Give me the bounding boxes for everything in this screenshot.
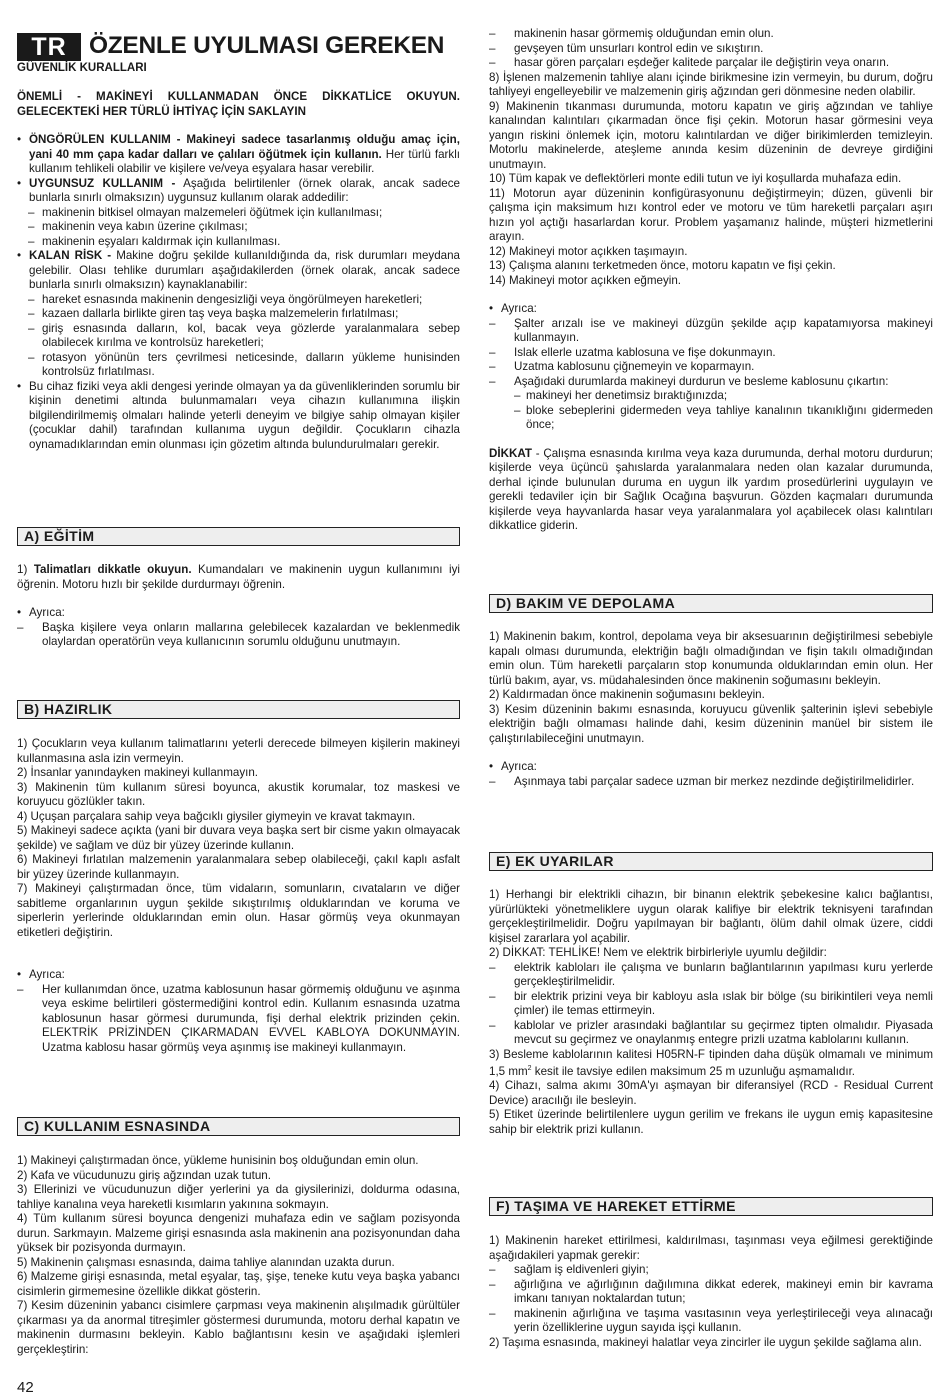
list-item: 2) DİKKAT: TEHLİKE! Nem ve elektrik birbirleriyle uyumlu değildir: [489, 946, 827, 959]
list-item: – elektrik kabloları ile çalışma ve bunların bağlantılarının yapılması kuru yerlerde gerçekleştirilmelidir. [489, 961, 933, 990]
list-item: – rotasyon yönünün ters çevrilmesi neticesinde, dalların yükleme hunisinden kontrolsüz fırlatılması. [17, 351, 460, 380]
section-a-item [17, 563, 460, 592]
residual-risk [17, 249, 460, 293]
section-c-body-left [17, 1154, 460, 1357]
list-item: – Aşınmaya tabi parçalar sadece uzman bir merkez nezdinde değiştirilmelidirler. [489, 775, 933, 790]
list-item: 1) Makineyi çalıştırmadan önce, yükleme hunisinin boş olduğundan emin olun. [17, 1154, 419, 1167]
list-item: 7) Makineyi çalıştırmadan önce, tüm vidaların, somunların, cıvataların ve diğer sabitleme organlarının uygun şekilde sıkıştırılmış olduklarından ve koruma ve siperlerin yerlerinde olduklarından emin olun. Hasar görmüş veya okunmayan etiketleri değiştirin. [17, 882, 460, 939]
list-item: 1) Makinenin hareket ettirilmesi, kaldırılması, taşınması veya eğilmesi gerektiğinde aşağıdakileri yapmak gerekir: [489, 1234, 933, 1262]
list-item [489, 1048, 933, 1080]
list-item: 3) Makinenin tüm kullanım süresi boyunca, akustik korumalar, toz maskesi ve koruyucu gözlükler takın. [17, 780, 460, 808]
improper-use-text: Aşağıda belirtilenler (örnek olarak, ancak sadece bunlarla sınırlı olmaksızın) uygunsuz kullanım olarak addedilir: [29, 176, 460, 204]
warning-paragraph [489, 447, 933, 534]
page-title: ÖZENLE UYULMASI GEREKEN [89, 32, 445, 59]
list-item: – Şalter arızalı ise ve makineyi düzgün şekilde açıp kapatamıyorsa makineyi kullanmayın. [489, 317, 933, 346]
list-item: – makinenin veya kabın üzerine çıkılması; [17, 220, 460, 235]
list-item: 4) Uçuşan parçalara sahip veya bağcıklı giysiler giymeyin ve kravat takmayın. [17, 809, 416, 823]
list-item: – hareket esnasında makinenin dengesizliği veya öngörülmeyen hareketleri; [17, 293, 460, 308]
list-item: – makinenin hasar görmemiş olduğundan emin olun. [489, 27, 933, 42]
list-item: 2) Taşıma esnasında, makineyi halatlar veya zincirler ile uygun şekilde sağlama alın. [489, 1335, 922, 1349]
intended-use [17, 133, 460, 177]
list-item: 13) Çalışma alanını terketmeden önce, motoru kapatın ve fişi çekin. [489, 259, 836, 272]
list-item: 2) Kafa ve vücudunuzu giriş ağzından uzak tutun. [17, 1168, 271, 1182]
improper-use [17, 177, 460, 206]
list-item: 2) Kaldırmadan önce makinenin soğumasını bekleyin. [489, 688, 765, 701]
list-item: 10) Tüm kapak ve deflektörleri monte edili tutun ve iyi koşullarda muhafaza edin. [489, 172, 902, 185]
list-item: – gevşeyen tüm unsurları kontrol edin ve sıkıştırın. [489, 42, 933, 57]
page-subtitle: GÜVENLİK KURALLARI [17, 62, 147, 74]
section-d-heading: D) BAKIM VE DEPOLAMA [489, 594, 933, 613]
section-b-body [17, 737, 460, 1055]
list-item: – sağlam iş eldivenleri giyin; [489, 1263, 933, 1278]
language-badge: TR [17, 33, 81, 61]
list-item: 1) Herhangi bir elektrikli cihazın, bir binanın elektrik şebekesine kalıcı bağlantısı, yürürlükteki yönetmeliklere uygun olarak kalifiye bir elektrik teknisyeni tarafından gerçekleştirilmelidir. Doğru yapılmayan bir bağlantı, ölüm dahil olmak üzere, ciddi kişisel zararlara yol açabilir. [489, 888, 933, 945]
list-item: 9) Makinenin tıkanması durumunda, motoru kapatın ve giriş ağzından ve tahliye kanalından kalıntıları çıkarmadan önce fişi çekin. Motorun hasar görmesini veya yangın riskini önlemek için, motoru kalıntılardan ve diğer birikimlerden temizleyin. Motorlu makinelerde, ateşleme anında kesim düzeninin de devreye girdiğini unutmayın. [489, 99, 933, 171]
item-number: 1) [17, 563, 34, 576]
warning-label: DİKKAT [489, 446, 532, 460]
also-label: • Ayrıca: [489, 760, 933, 775]
intro-block [17, 90, 460, 452]
section-f-heading: F) TAŞIMA VE HAREKET ETTİRME [489, 1197, 933, 1216]
list-item: – ağırlığına ve ağırlığının dağılımına dikkat ederek, makineyi emin bir kavrama imkanı tanıyan noktalardan tutun; [489, 1278, 933, 1307]
section-e-body [489, 888, 933, 1137]
superscript: 2 [527, 1065, 532, 1072]
list-item: 3) Kesim düzeninin bakımı esnasında, koruyucu güvenlik şalterinin işlevi sebebiyle elektriğin bağlı olmaması halinde dahi, kesim düzeninin manüel bir sistem ile çalıştırılabileceğini unutmayın. [489, 702, 933, 745]
residual-risk-label: KALAN RİSK - [29, 249, 112, 262]
cable-spec-text-end: kesit ile tavsiye edilen maksimum 25 m uzunluğu aşmamalıdır. [531, 1064, 856, 1078]
list-item: 3) Ellerinizi ve vücudunuzun diğer yerlerini ya da giysilerinizi, doldurma odasına, tahliye kanalına veya hareketli kısımların yakınına sokmayın. [17, 1183, 460, 1211]
list-item: – bir elektrik prizini veya bir kabloyu asla ıslak bir bölge (su birikintileri veya nemli çimler) ile temas ettirmeyin. [489, 990, 933, 1019]
list-item: – Her kullanımdan önce, uzatma kablosunun hasar görmemiş olduğunu ve aşınma veya eskime belirtileri göstermediğini kontrol edin. Kullanım esnasında uzatma kablosunun hasar görmesi durumunda, fişi derhal elektrik prizinden çekin. ELEKTRİK PRİZİNDEN ÇIKARMADAN EVVEL KABLOYA DOKUNMAYIN. Uzatma kablosu hasar görmüş veya aşınmış ise makineyi kullanmayın. [17, 983, 460, 1056]
important-notice: ÖNEMLİ - MAKİNEYİ KULLANMADAN ÖNCE DİKKATLİCE OKUYUN. GELECEKTEKİ HER TÜRLÜ İHTİYAÇ İÇİN SAKLAYIN [17, 90, 460, 118]
list-item: – makinenin bitkisel olmayan malzemeleri öğütmek için kullanılması; [17, 206, 460, 221]
list-item: 6) Makineyi fırlatılan malzemenin yaralanmalara sebep olabileceği, çakıl kaplı asfalt bir yüzey üzerinde kullanmayın. [17, 853, 460, 881]
read-instructions-label: Talimatları dikkatle okuyun. [33, 563, 192, 576]
list-item: 11) Motorun ayar düzeninin konfigürasyonunu değiştirmeyin; düzen, güvenli bir çalışma için maksimum hızı kontrol eder ve motoru ve tüm hareketli parçaları aşırı hızın yol açtığı hasarlardan korur. Problem yaşamanız halinde, müşteri hizmetlerini arayın. [489, 186, 933, 243]
list-item: – makinenin eşyaları kaldırmak için kullanılması. [17, 235, 460, 250]
list-item: 1) Makinenin bakım, kontrol, depolama veya bir aksesuarının değiştirilmesi sebebiyle kapalı olması durumunda, elektriğin bağlı olmadığından ve fişin takılı olmadığından emin olun. Tüm hareketli parçaların stop konumunda olduklarından emin olun. Her türlü bakım, ayar, vs. müdahalesinden önce makinenin soğumasını bekleyin. [489, 630, 933, 687]
intended-use-label: ÖNGÖRÜLEN KULLANIM - Makineyi sadece tasarlanmış olduğu amaç için, yani 40 mm çapa kadar dalları ve çalıları öğütmek için kullanın. [29, 133, 460, 161]
list-item: – kablolar ve prizler arasındaki bağlantılar su geçirmez tipten olmalıdır. Piyasada mevcut su geçirmez ve onaylanmış entegre prizli uzatma kablolarını kullanın. [489, 1019, 933, 1048]
intended-use-text: Her türlü farklı kullanım tehlikeli olabilir ve kişilere ve/veya eşyalara hasar verebilir. [29, 147, 460, 175]
improper-use-label: UYGUNSUZ KULLANIM - [29, 176, 176, 190]
list-item: 7) Kesim düzeninin yabancı cisimlere çarpması veya makinenin alışılmadık gürültüler çıkarması ya da anormal titreşimler göstermesi durumunda, motoru derhal kapatın ve makinenin durmasını bekleyin. Kablo bağlantısını kesin ve aşağıdaki işlemleri gerçekleştirin: [17, 1299, 460, 1356]
section-b-heading: B) HAZIRLIK [17, 700, 460, 719]
also-label: • Ayrıca: [17, 968, 460, 983]
list-item: 2) İnsanlar yanındayken makineyi kullanmayın. [17, 766, 259, 779]
section-c-heading: C) KULLANIM ESNASINDA [17, 1117, 460, 1136]
section-f-body [489, 1234, 933, 1350]
section-e-heading: E) EK UYARILAR [489, 852, 933, 871]
list-item: 8) İşlenen malzemenin tahliye alanı içinde birikmesine izin vermeyin, bu durum, doğru tahliyeyi engelleyebilir ve malzemenin giriş ağzından geri dönmesine neden olabilir. [489, 70, 933, 98]
list-item: 5) Etiket üzerinde belirtilenlere uygun gerilim ve frekans ile uygun emiş kapasitesine sahip bir elektrik prizi kullanın. [489, 1108, 933, 1136]
list-item: – Başka kişilere veya onların mallarına gelebilecek kazalardan ve beklenmedik olaylardan operatörün veya kullanıcının sorumlu olduğunu unutmayın. [17, 621, 460, 650]
section-a-heading: A) EĞİTİM [17, 527, 460, 546]
list-item: – makineyi her denetimsiz bıraktığınızda; [489, 389, 933, 404]
list-item: – giriş esnasında dalların, kol, bacak veya gözlerde yaralanmalara sebep olabilecek kırılma ve kontrolsüz hareketleri; [17, 322, 460, 351]
cable-spec-text: 3) Besleme kablolarının kalitesi H05RN-F tipinden daha düşük olmamalı ve minimum 1,5 mm [489, 1047, 933, 1078]
list-item: – bloke sebeplerini gidermeden veya tahliye kanalının tıkanıklığını gidermeden önce; [489, 404, 933, 433]
children-notice: • Bu cihaz fiziki veya akli dengesi yerinde olmayan ya da güvenliklerinden sorumlu bir kişinin denetimi altında bulunmamaları veya cihazın kullanımına ilişkin bilgilendirilmemiş olmaları halinde yeterli deneyim ve bilgiye sahip olmayan kişiler (çocuklar dahil) tarafından kullanıma uygun değildir. Çocukların cihazla oynamadıklarından emin olunması için gözetim altında bulundurulmaları gerekir. [17, 380, 460, 453]
section-d-body [489, 630, 933, 789]
list-item: 5) Makinenin çalışması esnasında, daima tahliye alanından uzakta durun. [17, 1255, 395, 1269]
list-item: – kazaen dallarla birlikte giren taş veya başka malzemelerin fırlatılması; [17, 307, 460, 322]
list-item: 4) Cihazı, salma akımı 30mA'yı aşmayan bir diferansiyel (RCD - Residual Current Device) aracılığı ile besleyin. [489, 1079, 933, 1107]
list-item: – hasar gören parçaları eşdeğer kalitede parçalar ile değiştirin veya onarın. [489, 56, 933, 71]
list-item: 4) Tüm kullanım süresi boyunca dengenizi muhafaza edin ve sağlam pozisyonda durun. Sarkmayın. Malzeme girişi esnasında asla makinenin ana pozisyonundan daha yüksek bir pozisyonda durmayın. [17, 1212, 460, 1254]
list-item: 12) Makineyi motor açıkken taşımayın. [489, 244, 688, 258]
also-label: • Ayrıca: [489, 302, 933, 317]
list-item: 1) Çocukların veya kullanım talimatlarını yeterli derecede bilmeyen kişilerin makineyi kullanmasına asla izin vermeyin. [17, 737, 460, 765]
residual-risk-text: Makine doğru şekilde kullanıldığında da, risk durumları meydana gelebilir. Olası tehlike durumları aşağıdakilerden (örnek olarak, ancak sadece bunlarla sınırlı olmaksızın) kaynaklanabilir: [29, 249, 460, 291]
list-item: – Uzatma kablosunu çiğnemeyin ve koparmayın. [489, 360, 933, 375]
list-item: 5) Makineyi sadece açıkta (yani bir duvara veya başka sert bir cisme yakın olmayacak şekilde) ve sağlam ve düz bir yüzey üzerinde kullanın. [17, 824, 460, 852]
read-instructions-text: Kumandaları ve makinenin uygun kullanımını iyi öğrenin. Motoru hızlı bir şekilde durdurmayı öğrenin. [17, 563, 460, 591]
list-item: – makinenin ağırlığına ve taşıma vasıtasının veya yerleştirileceği veya alınacağı yerin özelliklerine uygun sayıda işçi kullanın. [489, 1307, 933, 1336]
warning-text: - Çalışma esnasında kırılma veya kaza durumunda, derhal motoru durdurun; kişilerde veya üçüncü şahıslarda yaralanmalara neden olan kazalar durumunda, derhal içinde bulunulan duruma en uygun ilk yardım prosedürlerini uygulayın ve gerekli tedaviler için bir Sağlık Ocağına başvurun. Gözden kaçmaları durumunda kişilerde veya hayvanlarda hasar veya yaralanmalara yol açabilecek olası kalıntıları dikkatlice giderin. [489, 446, 933, 532]
list-item: 6) Malzeme girişi esnasında, metal eşyalar, taş, şişe, teneke kutu veya başka yabancı cisimlerin girmemesine özellikle dikkat gösterin. [17, 1270, 460, 1298]
list-item: 14) Makineyi motor açıkken eğmeyin. [489, 273, 682, 287]
page-number: 42 [17, 1379, 34, 1396]
section-a-body [17, 563, 460, 650]
list-item: – Aşağıdaki durumlarda makineyi durdurun ve besleme kablosunu çıkartın: [489, 375, 933, 390]
section-c-body-right [489, 27, 933, 534]
also-label: • Ayrıca: [17, 606, 460, 621]
list-item: – Islak ellerle uzatma kablosuna ve fişe dokunmayın. [489, 346, 933, 361]
